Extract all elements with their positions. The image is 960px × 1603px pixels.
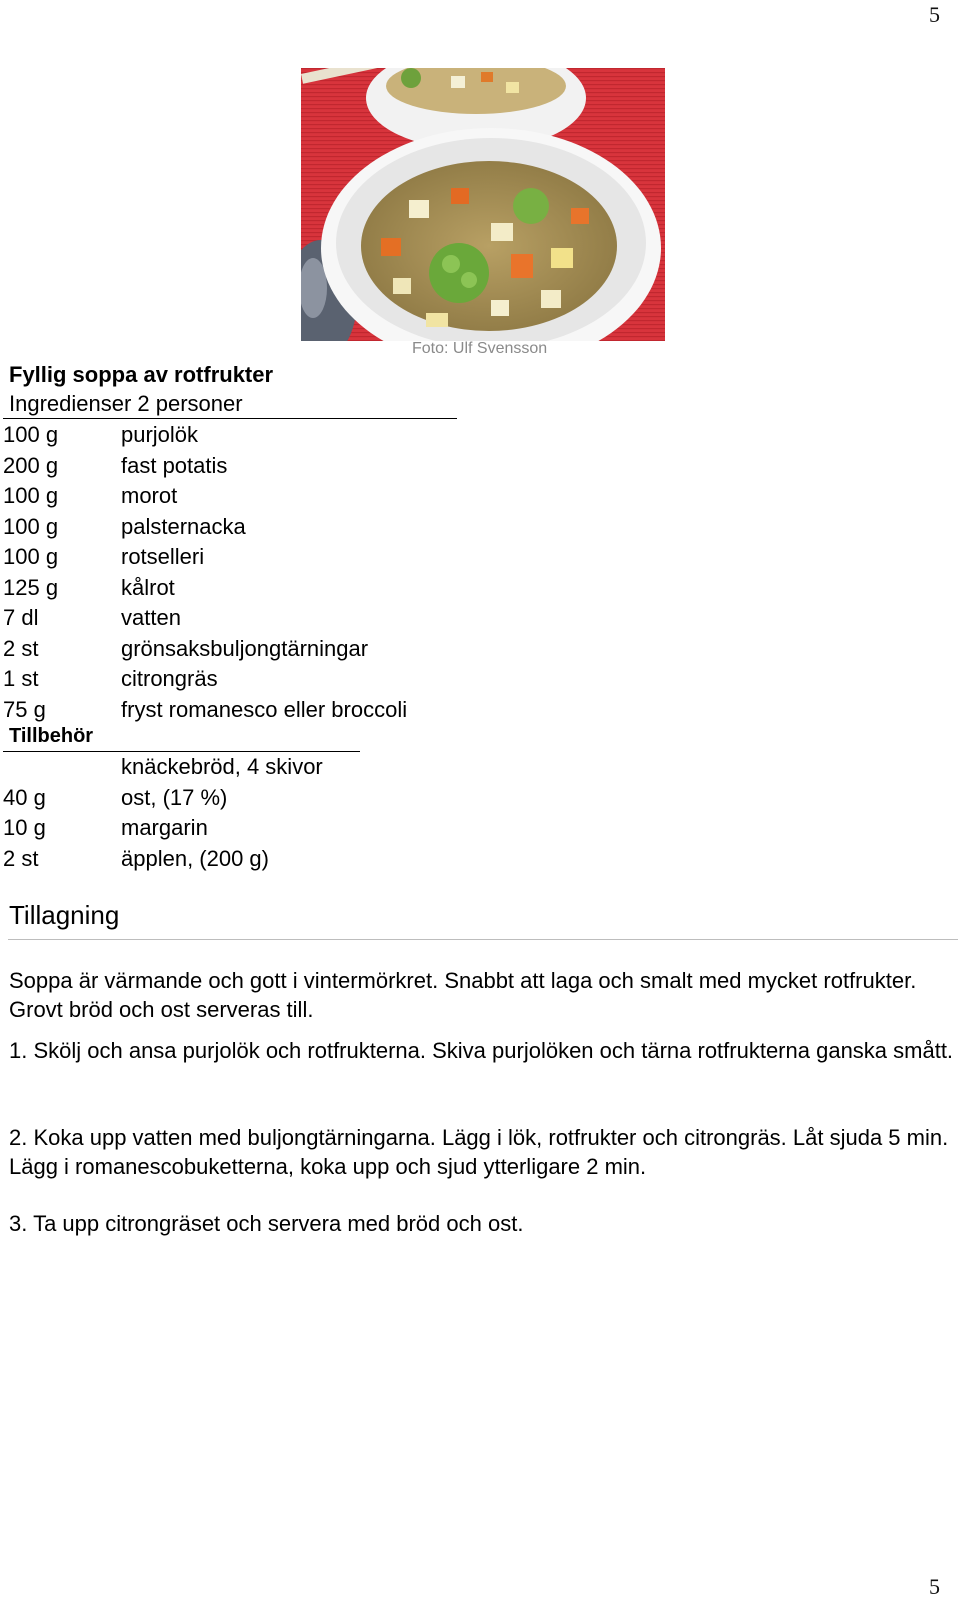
ingredient-row [3,542,463,573]
soup-photo [301,68,665,341]
ingredient-qty: 100 g [3,544,59,570]
ingredients-heading: Ingredienser 2 personer [9,391,243,416]
ingredient-row [3,451,463,482]
photo-credit: Foto: Ulf Svensson [412,340,548,357]
method-rule [8,939,958,940]
ingredient-name: palsternacka [121,513,246,539]
ingredient-qty: 200 g [3,452,59,478]
ingredients-rule [3,418,457,419]
ingredient-qty: 7 dl [3,605,39,631]
ingredient-qty: 100 g [3,422,59,448]
ingredient-name: fast potatis [121,452,228,478]
step-1: 1. Skölj och ansa purjolök och rotfrukterna. Skiva purjolöken och tärna rotfrukterna ganska smått. [9,1038,954,1063]
accessories-list [3,752,463,874]
ingredient-qty: 75 g [3,696,46,722]
accessories-heading: Tillbehör [9,725,94,747]
ingredient-name: kålrot [121,574,175,600]
ingredient-qty: 1 st [3,666,39,692]
ingredients-list [3,420,463,725]
recipe-title: Fyllig soppa av rotfrukter [9,362,274,387]
ingredient-name: morot [121,483,178,509]
accessory-qty: 40 g [3,784,46,810]
ingredient-name: vatten [121,605,181,631]
ingredient-row [3,512,463,543]
page-number-bottom: 5 [929,1574,940,1599]
accessory-name: ost, (17 %) [121,784,228,810]
accessory-row [3,844,463,875]
intro-paragraph: Soppa är värmande och gott i vintermörkret. Snabbt att laga och smalt med mycket rotfrukter. Grovt bröd och ost serveras till. [9,968,917,1022]
ingredient-qty: 2 st [3,635,39,661]
ingredient-row [3,481,463,512]
ingredient-row [3,695,463,726]
accessory-name: äpplen, (200 g) [121,845,269,871]
page-number-top: 5 [929,2,940,27]
ingredient-name: grönsaksbuljongtärningar [121,635,369,661]
ingredient-name: fryst romanesco eller broccoli [121,696,408,722]
accessory-row [3,783,463,814]
accessory-name: knäckebröd, 4 skivor [121,754,323,780]
ingredient-qty: 100 g [3,483,59,509]
ingredient-row [3,634,463,665]
ingredient-name: purjolök [121,422,199,448]
accessory-qty: 10 g [3,815,46,841]
ingredient-name: rotselleri [121,544,205,570]
method-heading: Tillagning [9,900,120,930]
ingredient-row [3,664,463,695]
step-3: 3. Ta upp citrongräset och servera med bröd och ost. [9,1211,524,1236]
ingredient-row [3,573,463,604]
ingredient-row [3,603,463,634]
accessory-row [3,813,463,844]
ingredient-qty: 125 g [3,574,59,600]
step-2: 2. Koka upp vatten med buljongtärningarna. Lägg i lök, rotfrukter och citrongräs. Låt sjuda 5 min. Lägg i romanescobuketterna, koka upp och sjud ytterligare 2 min. [9,1125,949,1179]
ingredient-qty: 100 g [3,513,59,539]
ingredient-name: citrongräs [121,666,218,692]
accessory-name: margarin [121,815,208,841]
ingredient-row [3,420,463,451]
accessory-row [3,752,463,783]
accessory-qty: 2 st [3,845,39,871]
